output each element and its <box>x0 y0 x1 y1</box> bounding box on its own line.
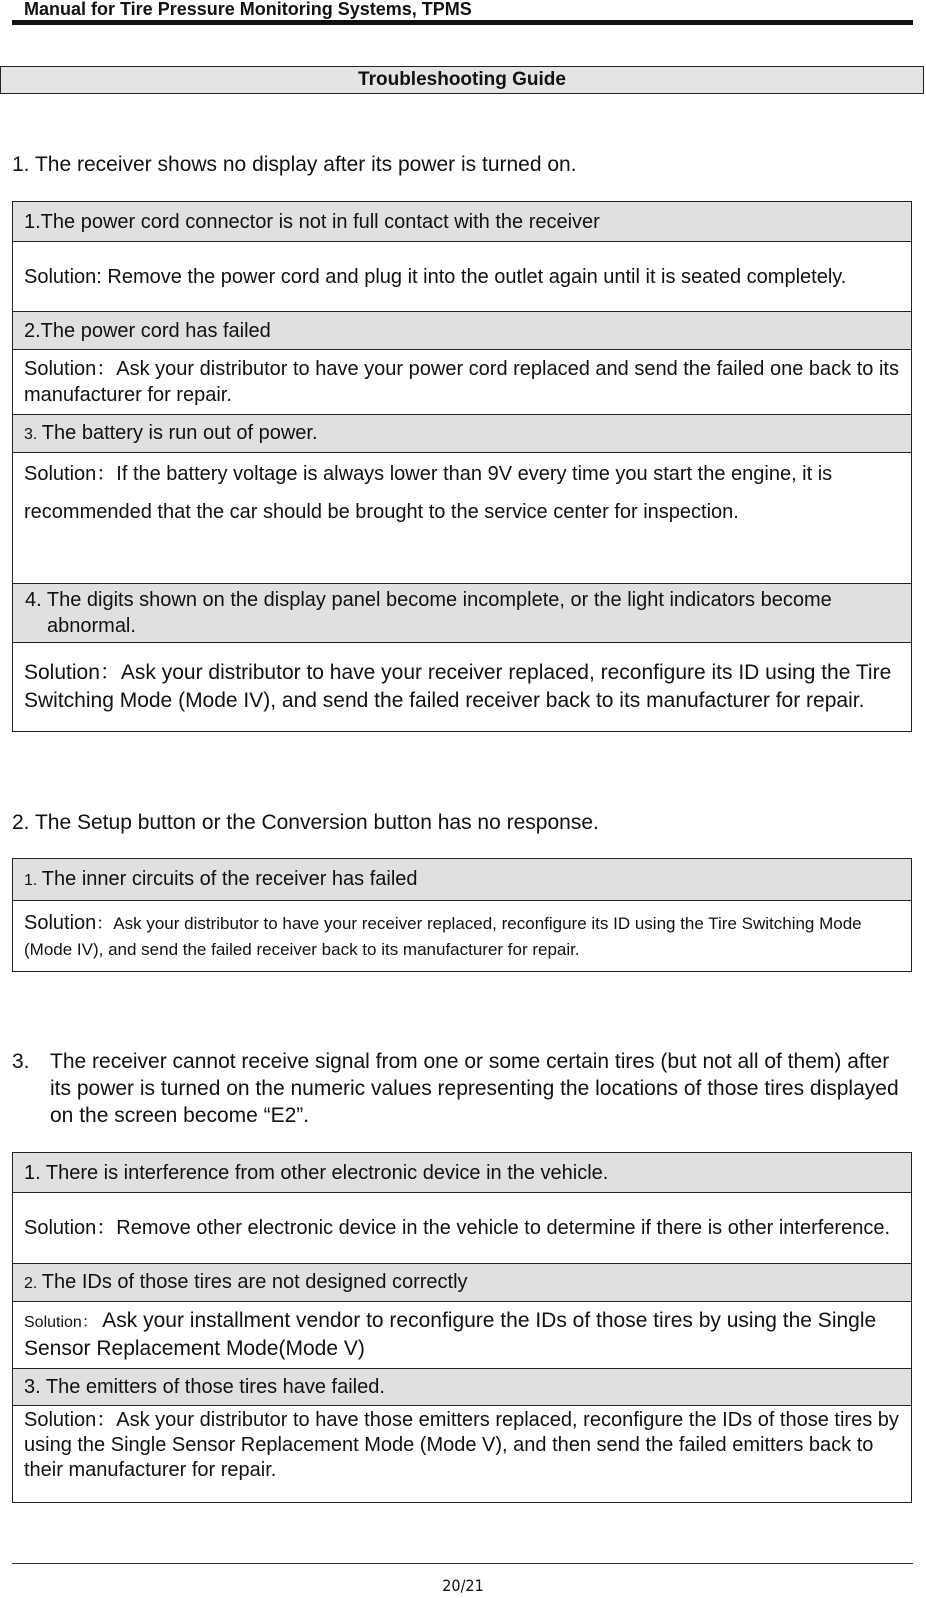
solution-cell: Solution: Remove the power cord and plug it into the outlet again until it is seated completely. <box>13 242 912 312</box>
cause-cell: 1.The power cord connector is not in full contact with the receiver <box>13 202 912 242</box>
solution-cell: Solution：Ask your distributor to have those emitters replaced, reconfigure the IDs of those tires by using the Single Sensor Replacement Mode (Mode V), and then send the failed emitters back to their manufacturer for repair. <box>13 1406 912 1503</box>
table-row <box>13 453 912 584</box>
cause-cell: 2.The power cord has failed <box>13 312 912 350</box>
table-row <box>13 415 912 453</box>
table-row <box>13 350 912 415</box>
solution-cell: Solution：Remove other electronic device in the vehicle to determine if there is other interference. <box>13 1193 912 1264</box>
header-rule <box>12 20 913 25</box>
solution-cell: Solution：Ask your distributor to have your receiver replaced, reconfigure its ID using the Tire Switching Mode (Mode IV), and send the failed receiver back to its manufacturer for repair. <box>13 643 912 732</box>
footer-rule <box>12 1563 913 1564</box>
solution-text: ：Ask your distributor to have your receiver replaced, reconfigure its ID using the Tire Switching Mode (Mode IV), and send the failed receiver back to its manufacturer for repair. <box>24 914 862 959</box>
table-row <box>13 242 912 312</box>
cause-number: 2. <box>24 1275 42 1292</box>
table-row <box>13 1153 912 1193</box>
table-row <box>13 643 912 732</box>
section-2-heading: 2. The Setup button or the Conversion button has no response. <box>12 811 599 834</box>
document-header-title: Manual for Tire Pressure Monitoring Systems, TPMS <box>24 0 472 19</box>
table-row <box>13 1406 912 1503</box>
section-2-table <box>12 858 912 972</box>
cause-cell <box>13 1264 912 1302</box>
cause-cell: 4. The digits shown on the display panel become incomplete, or the light indicators become abnormal. <box>13 584 912 643</box>
solution-cell: Solution：If the battery voltage is always lower than 9V every time you start the engine, it is recommended that the car should be brought to the service center for inspection. <box>13 453 912 584</box>
guide-title: Troubleshooting Guide <box>0 66 924 94</box>
solution-text: Ask your installment vendor to reconfigure the IDs of those tires by using the Single Sensor Replacement Mode(Mode V) <box>24 1309 877 1360</box>
section-3-heading <box>12 1048 902 1129</box>
cause-number: 1. <box>24 872 42 889</box>
section-1-heading: 1. The receiver shows no display after its power is turned on. <box>12 153 577 176</box>
table-row <box>13 901 912 972</box>
table-row <box>13 1369 912 1406</box>
cause-text: The inner circuits of the receiver has failed <box>41 868 418 890</box>
page-number: 20/21 <box>442 1576 484 1595</box>
section-3-table <box>12 1152 912 1503</box>
section-3-number: 3. <box>12 1050 30 1073</box>
cause-cell <box>13 415 912 453</box>
cause-cell <box>13 859 912 901</box>
table-row <box>13 859 912 901</box>
solution-cell <box>13 1302 912 1369</box>
solution-cell: Solution：Ask your distributor to have your power cord replaced and send the failed one back to its manufacturer for repair. <box>13 350 912 415</box>
cause-text: The IDs of those tires are not designed correctly <box>41 1271 468 1293</box>
cause-cell: 3. The emitters of those tires have failed. <box>13 1369 912 1406</box>
table-row <box>13 1302 912 1369</box>
solution-cell <box>13 901 912 972</box>
cause-cell: 1. There is interference from other electronic device in the vehicle. <box>13 1153 912 1193</box>
table-row <box>13 1264 912 1302</box>
table-row <box>13 312 912 350</box>
cause-text: The battery is run out of power. <box>41 422 318 444</box>
section-1-table <box>12 201 912 732</box>
solution-label: Solution <box>24 912 97 934</box>
table-row <box>13 584 912 643</box>
cause-number: 3. <box>24 426 42 443</box>
table-row <box>13 202 912 242</box>
solution-label: Solution： <box>24 1314 103 1331</box>
table-row <box>13 1193 912 1264</box>
section-3-text: The receiver cannot receive signal from one or some certain tires (but not all of them) after its power is turned on the numeric values representing the locations of those tires displayed on the screen become “E2”. <box>50 1050 899 1127</box>
